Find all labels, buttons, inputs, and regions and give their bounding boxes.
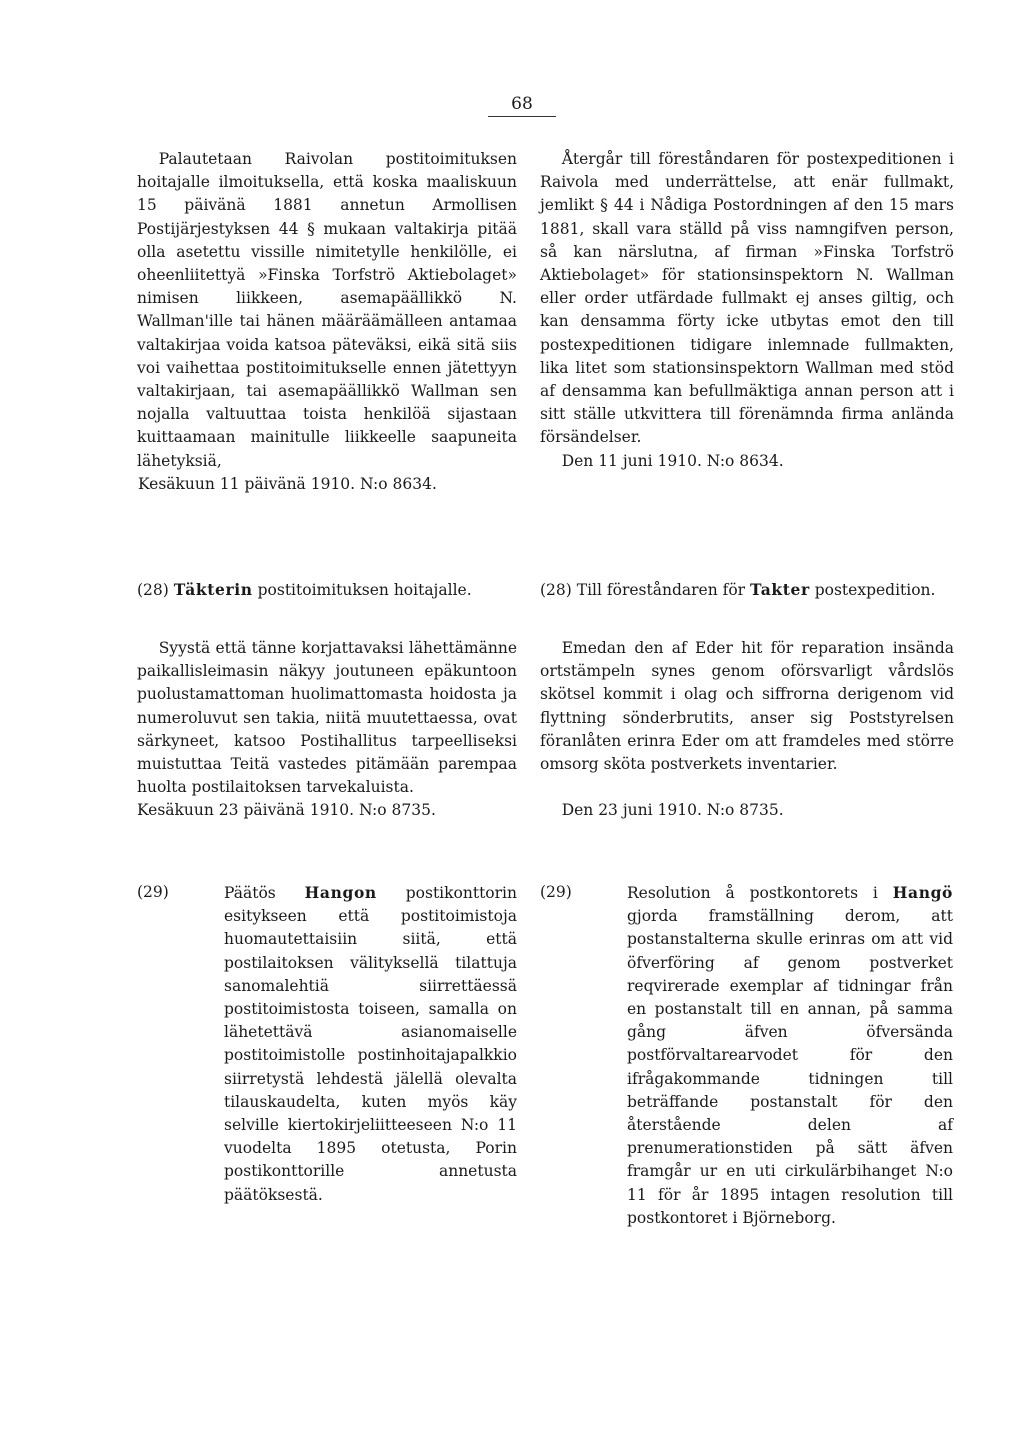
paragraph-text: Palautetaan Raivolan postitoimituksen hoitajalle ilmoituksella, että koska maaliskuun 15 päivänä 1881 annetun Armollisen Postijärjestyksen 44 § mukaan valtakirja pitää olla asetettu vissille nimitetylle henkilölle, ei oheenliitettyä »Finska Torfströ Aktiebolaget» nimisen liikkeen, asemapäällikkö N. Wallman'ille tai hänen määräämälleen antamaa valtakirjaa voida katsoa päteväksi, eikä sitä siis voi vaihettaa postitoimitukselle ennen jätettyyn valtakirjaan, tai asemapäällikkö Wallman sen nojalla valtuuttaa toista henkilöä sijastaan kuittaamaan mainitulle liikkeelle saapuneita lähetyksiä, xyxy=(137,150,517,470)
section-28-fi xyxy=(137,637,517,823)
section-28-sv xyxy=(540,637,954,822)
section-number: (28) xyxy=(137,581,169,599)
paragraph-text: Syystä että tänne korjattavaksi lähettämänne paikallisleimasin näkyy joutuneen epäkuntoon puolustamattoman huolimattomasta hoidosta ja numeroluvut sen takia, niitä muutettaessa, ovat särkyneet, katsoo Postihallitus tarpeelliseksi muistuttaa Teitä vastedes pitämään parempaa huolta postilaitoksen tarvekaluista. xyxy=(137,639,517,797)
place-name: Hangon xyxy=(304,883,377,902)
signature-line: Kesäkuun 23 päivänä 1910. N:o 8735. xyxy=(137,801,436,820)
heading-rest: postitoimituksen hoitajalle. xyxy=(257,581,472,599)
section-29-sv xyxy=(540,881,953,1230)
paragraph-text: Emedan den af Eder hit för reparation insända ortstämpeln synes genom oförsvarligt vårdslös skötsel kommit i olag och siffrorna derigenom vid flyttning sönderbrutits, anser sig Poststyrelsen föranlåten erinra Eder om att framdeles med större omsorg sköta postverkets inventarier. xyxy=(540,639,954,774)
heading-rest: postexpedition. xyxy=(814,581,936,599)
signature-text: Kesäkuun 11 päivänä 1910. N:o 8634. xyxy=(138,474,437,493)
paragraph-text: gjorda framställning derom, att postanstalterna skulle erinras om att vid öfverföring af genom postverket reqvirerade exemplar af tidningar från en postanstalt till en annan, på samma gång äfven öfversända postförvaltarearvodet för den ifrågakommande tidningen till beträffande postanstalt för den återstående delen af prenumerationstiden på sätt äfven framgår ur en uti cirkulärbihanget N:o 11 för år 1895 intagen resolution till postkontoret i Björneborg. xyxy=(627,907,953,1227)
paragraph-text: postikonttorin esitykseen että postitoimistoja huomautettaisiin siitä, että postilaitoksen välityksellä tilattuja sanomalehtiä siirrettäessä postitoimistosta toiseen, samalla on lähetettävä asianomaiselle postitoimistolle postinhoitajapalkkio siirretystä lehdestä jälellä olevalta tilauskaudelta, kuten myös käy selville kiertokirjeliitteeseen N:o 11 vuodelta 1895 otetusta, Porin postikonttorille annetusta päätöksestä. xyxy=(224,884,517,1204)
place-name: Takter xyxy=(750,580,810,599)
heading-28-fi xyxy=(137,578,517,602)
section-27-sv xyxy=(540,148,954,473)
heading-prefix: Till föreståndaren för xyxy=(576,581,746,599)
paragraph-text: Återgår till föreståndaren för postexpeditionen i Raivola med underrättelse, att enär fullmakt, jemlikt § 44 i Nådiga Postordningen af den 15 mars 1881, skall vara ställd på viss namngifven person, så kan närslutna, af firman »Finska Torfströ Aktiebolaget» för stationsinspektorn N. Wallman eller order utfärdade fullmakt ej anses giltig, och kan densamma förty icke utbytas emot den till postexpeditionen tidigare inlemnade fullmakten, lika litet som stationsinspektorn Wallman med stöd af densamma kan befullmäktiga annan person att i sitt ställe utkvittera till förenämnda firma anlända försändelser. xyxy=(540,150,954,447)
section-number: (29) xyxy=(540,883,572,901)
signature-line xyxy=(137,473,517,496)
page-number: 68 xyxy=(488,94,556,117)
section-number: (28) xyxy=(540,581,572,599)
section-number: (29) xyxy=(137,883,169,901)
heading-28-sv xyxy=(540,578,954,602)
paragraph-prefix: Resolution å postkontorets i xyxy=(627,884,878,902)
section-29-fi xyxy=(137,881,517,1207)
section-27-fi xyxy=(137,148,517,496)
paragraph-prefix: Päätös xyxy=(224,884,276,902)
place-name: Hangö xyxy=(892,883,953,902)
place-name: Täkterin xyxy=(173,580,253,599)
signature-line: Den 11 juni 1910. N:o 8634. xyxy=(561,451,784,470)
signature-line: Den 23 juni 1910. N:o 8735. xyxy=(561,801,784,820)
